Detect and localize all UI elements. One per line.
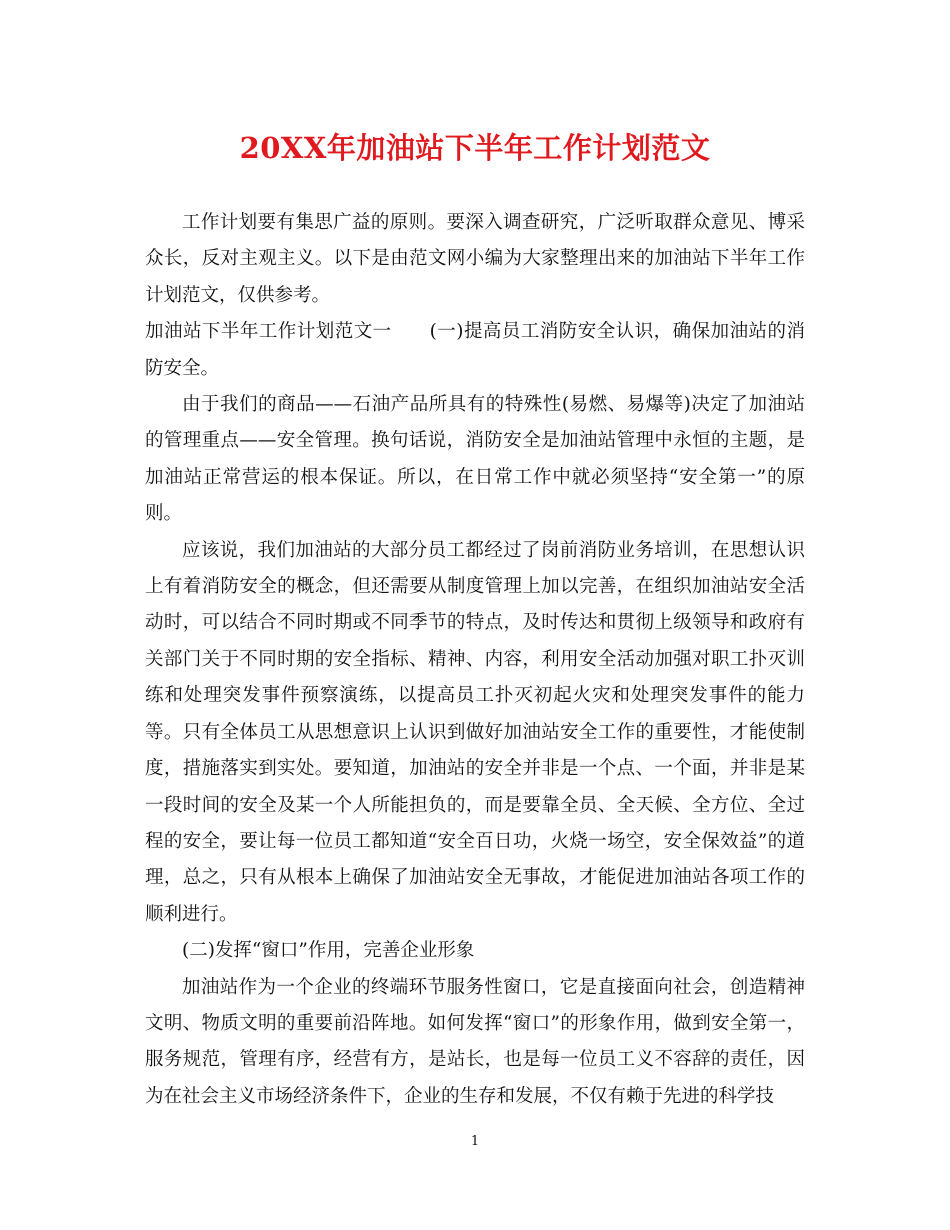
page-number: 1 (470, 1134, 480, 1149)
section-heading-two: (二)发挥“窗口”作用，完善企业形象 (182, 940, 475, 962)
document-title: 20XX年加油站下半年工作计划范文 (239, 131, 711, 165)
section-heading-one: 加油站下半年工作计划范文一 (一)提高员工消防安全认识，确保加油站的消防安全。 (145, 321, 805, 379)
body-paragraph: 加油站作为一个企业的终端环节服务性窗口，它是直接面向社会，创造精神文明、物质文明的重要前沿阵地。如何发挥“窗口”的形象作用，做到安全第一，服务规范，管理有序，经营有方，是站长，也是每一位员工义不容辞的责任，因为在社会主义市场经济条件下，企业的生存和发展，不仅有赖于先进的科学技 (145, 976, 805, 1107)
intro-paragraph: 工作计划要有集思广益的原则。要深入调查研究，广泛听取群众意见、博采众长，反对主观主义。以下是由范文网小编为大家整理出来的加油站下半年工作计划范文，仅供参考。 (145, 212, 805, 306)
body-paragraph: 由于我们的商品——石油产品所具有的特殊性(易燃、易爆等)决定了加油站的管理重点——安全管理。换句话说，消防安全是加油站管理中永恒的主题，是加油站正常营运的根本保证。所以，在日常工作中就必须坚持“安全第一”的原则。 (145, 394, 805, 525)
document-body (145, 205, 805, 1115)
body-paragraph: 应该说，我们加油站的大部分员工都经过了岗前消防业务培训，在思想认识上有着消防安全的概念，但还需要从制度管理上加以完善，在组织加油站安全活动时，可以结合不同时期或不同季节的特点，及时传达和贯彻上级领导和政府有关部门关于不同时期的安全指标、精神、内容，利用安全活动加强对职工扑灭训练和处理突发事件预察演练，以提高员工扑灭初起火灾和处理突发事件的能力等。只有全体员工从思想意识上认识到做好加油站安全工作的重要性，才能使制度，措施落实到实处。要知道，加油站的安全并非是一个点、一个面，并非是某一段时间的安全及某一个人所能担负的，而是要靠全员、全天候、全方位、全过程的安全，要让每一位员工都知道“安全百日功，火烧一场空，安全保效益”的道理，总之，只有从根本上确保了加油站安全无事故，才能促进加油站各项工作的顺利进行。 (145, 539, 805, 925)
